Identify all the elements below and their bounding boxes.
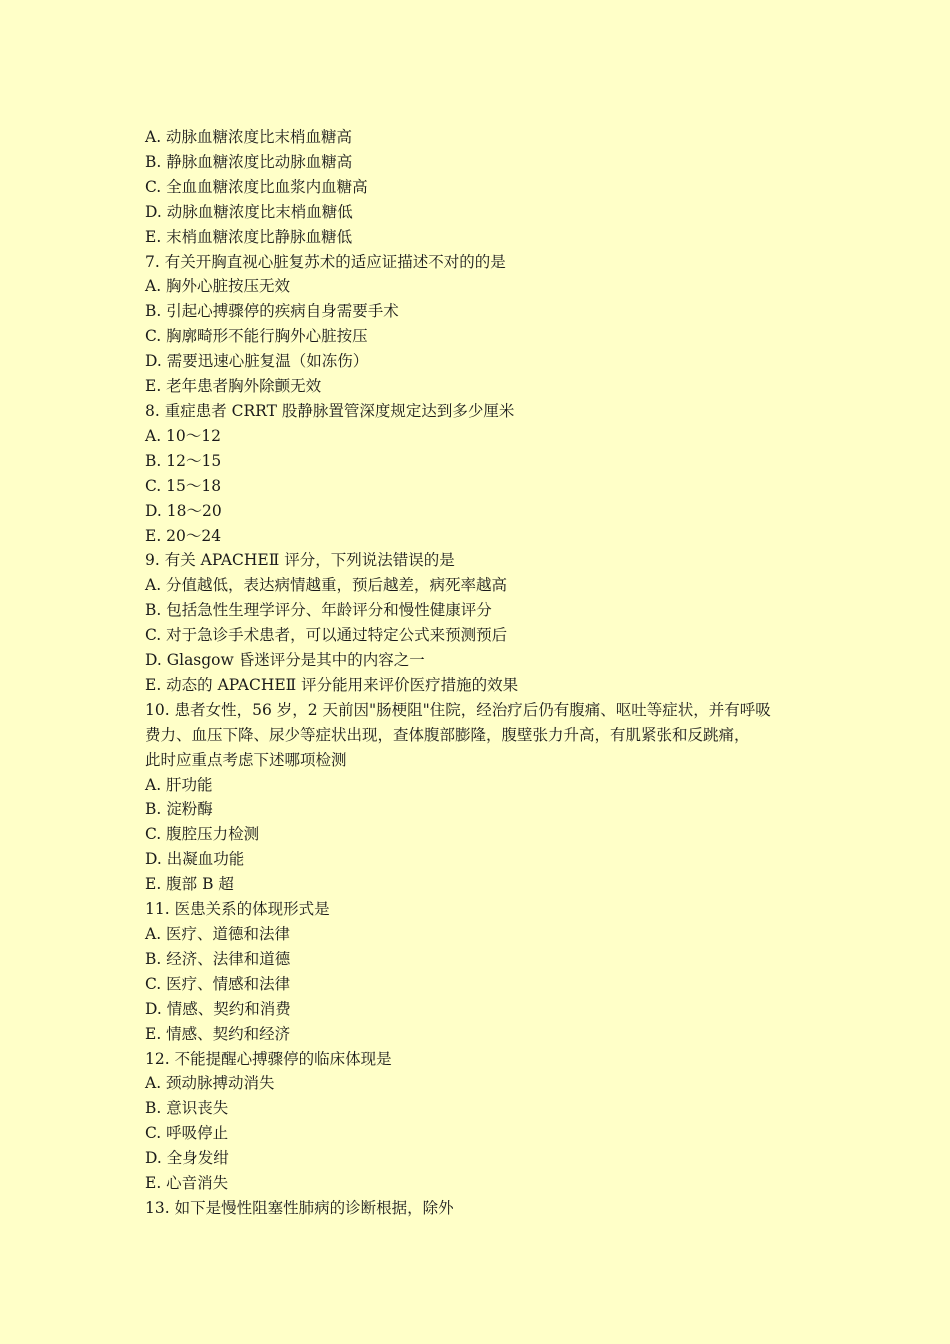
text-line: C. 腹腔压力检测 — [145, 825, 260, 844]
text-line: A. 胸外心脏按压无效 — [145, 277, 291, 296]
text-line: A. 医疗、道德和法律 — [145, 925, 291, 943]
text-line: 费力、血压下降、尿少等症状出现，查体腹部膨隆，腹壁张力升高，有肌紧张和反跳痛， — [145, 725, 750, 744]
text-line: E. 情感、契约和经济 — [145, 1024, 291, 1043]
text-line: B. 引起心搏骤停的疾病自身需要手术 — [145, 302, 399, 321]
text-line: C. 呼吸停止 — [145, 1124, 229, 1143]
text-line: D. Glasgow 昏迷评分是其中的内容之一 — [145, 651, 425, 670]
text-line: A. 10～12 — [145, 426, 221, 445]
document-page — [145, 125, 825, 1221]
text-line: C. 胸廓畸形不能行胸外心脏按压 — [145, 327, 368, 346]
text-line: B. 淀粉酶 — [145, 800, 213, 819]
text-line: E. 20～24 — [145, 526, 222, 545]
text-line: B. 包括急性生理学评分、年龄评分和慢性健康评分 — [145, 601, 492, 620]
text-line: E. 老年患者胸外除颤无效 — [145, 377, 322, 396]
text-line: D. 动脉血糖浓度比末梢血糖低 — [145, 202, 353, 221]
text-line: 12. 不能提醒心搏骤停的临床体现是 — [145, 1049, 392, 1068]
text-line: 8. 重症患者 CRRT 股静脉置管深度规定达到多少厘米 — [145, 401, 515, 420]
text-line: D. 情感、契约和消费 — [145, 999, 291, 1018]
text-line: C. 15～18 — [145, 476, 222, 495]
text-line: B. 静脉血糖浓度比动脉血糖高 — [145, 152, 353, 171]
text-line: A. 动脉血糖浓度比末梢血糖高 — [145, 128, 353, 146]
text-line: 7. 有关开胸直视心脏复苏术的适应证描述不对的的是 — [145, 252, 506, 271]
text-line: C. 医疗、情感和法律 — [145, 974, 291, 993]
text-line: 9. 有关 APACHEⅡ 评分，下列说法错误的是 — [145, 551, 455, 570]
text-line: A. 肝功能 — [145, 775, 213, 794]
text-line: D. 18～20 — [145, 501, 222, 520]
text-line: B. 12～15 — [145, 451, 222, 470]
text-line: E. 腹部 B 超 — [145, 875, 234, 894]
text-line: E. 末梢血糖浓度比静脉血糖低 — [145, 227, 353, 246]
text-line: D. 全身发绀 — [145, 1149, 229, 1168]
text-line: 11. 医患关系的体现形式是 — [145, 900, 330, 919]
text-line: D. 需要迅速心脏复温（如冻伤） — [145, 352, 369, 371]
text-line: C. 对于急诊手术患者，可以通过特定公式来预测预后 — [145, 626, 508, 645]
text-line: E. 动态的 APACHEⅡ 评分能用来评价医疗措施的效果 — [145, 675, 519, 694]
text-line: C. 全血血糖浓度比血浆内血糖高 — [145, 177, 368, 196]
text-line: 13. 如下是慢性阻塞性肺病的诊断根据，除外 — [145, 1198, 454, 1217]
text-line: D. 出凝血功能 — [145, 850, 245, 869]
text-line: A. 分值越低，表达病情越重，预后越差，病死率越高 — [145, 576, 508, 595]
text-line: 10. 患者女性，56 岁，2 天前因"肠梗阻"住院，经治疗后仍有腹痛、呕吐等症状，并有呼吸 — [145, 700, 771, 719]
text-line: A. 颈动脉搏动消失 — [145, 1074, 275, 1093]
text-line: 此时应重点考虑下述哪项检测 — [145, 750, 347, 769]
text-line: E. 心音消失 — [145, 1174, 229, 1193]
text-line: B. 经济、法律和道德 — [145, 949, 291, 968]
text-line: B. 意识丧失 — [145, 1099, 229, 1118]
